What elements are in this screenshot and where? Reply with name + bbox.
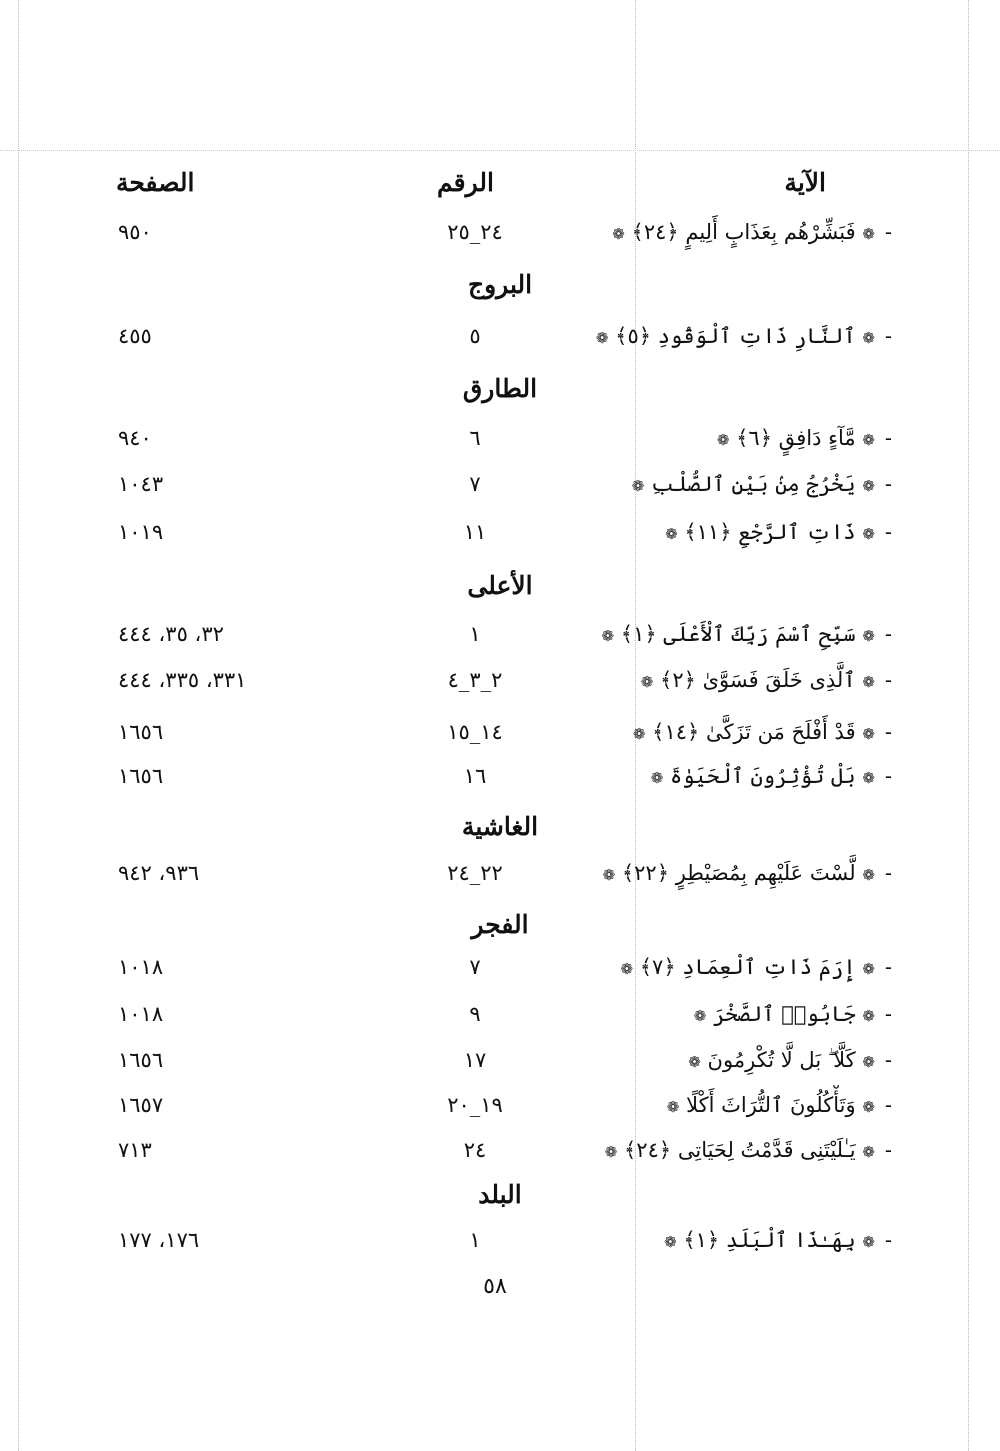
dash-marker: -	[884, 668, 892, 692]
dash-marker: -	[884, 1093, 892, 1117]
ornate-bracket-close-icon: ❁	[601, 627, 615, 645]
header-page: الصفحة	[116, 168, 195, 197]
ayah-text: يَخْرُجُ مِنۢ بَيْنِ ٱلصُّلْبِ	[651, 472, 856, 496]
page-reference: ١٦٥٧	[118, 1093, 164, 1117]
page-reference: ١٦٥٦	[118, 764, 164, 788]
ornate-bracket-close-icon: ❁	[602, 866, 616, 884]
surah-heading-15: الفجر	[471, 910, 529, 939]
surah-heading-4: الطارق	[462, 374, 538, 403]
ornate-bracket-close-icon: ❁	[716, 431, 730, 449]
dash-marker: -	[884, 1048, 892, 1072]
verse-number: ١	[469, 622, 481, 646]
verse-number: ٦	[469, 426, 481, 450]
dash-marker: -	[884, 622, 892, 646]
page-reference: ٤٥٥	[118, 324, 152, 348]
verse-number: ١٧	[463, 1048, 487, 1072]
verse-number: ٩	[469, 1002, 481, 1026]
page-reference: ١٦٥٦	[118, 720, 164, 744]
ayah-text: بِهَـٰذَا ٱلْبَلَدِ ﴿١﴾	[683, 1228, 856, 1252]
dash-marker: -	[884, 1138, 892, 1162]
page-reference: ١٧٦، ١٧٧	[118, 1228, 200, 1252]
ayah-text: قَدْ أَفْلَحَ مَن تَزَكَّىٰ ﴿١٤﴾	[652, 720, 856, 744]
ornate-bracket-close-icon: ❁	[631, 477, 645, 495]
ornate-bracket-close-icon: ❁	[693, 1007, 707, 1025]
ayah-text: ٱلَّذِى خَلَقَ فَسَوَّىٰ ﴿٢﴾	[660, 668, 856, 692]
ornate-bracket-open-icon: ❁	[862, 725, 875, 743]
ayah-text: سَبِّحِ ٱسْمَ رَبِّكَ ٱلْأَعْلَى ﴿١﴾	[620, 622, 856, 646]
ornate-bracket-open-icon: ❁	[862, 866, 875, 884]
ornate-bracket-open-icon: ❁	[862, 1143, 875, 1161]
dash-marker: -	[884, 720, 892, 744]
verse-number: ٢_٣_٤	[447, 668, 503, 692]
verse-number: ١١	[463, 520, 487, 544]
ornate-bracket-open-icon: ❁	[862, 1007, 875, 1025]
table-row	[0, 853, 1000, 893]
page-reference: ٩٣٦، ٩٤٢	[118, 861, 200, 885]
table-row	[0, 947, 1000, 987]
table-row	[0, 418, 1000, 458]
ornate-bracket-close-icon: ❁	[666, 1098, 680, 1116]
page-reference: ١٠١٨	[118, 955, 164, 979]
ornate-bracket-close-icon: ❁	[632, 725, 646, 743]
page-reference: ٣٢، ٣٥، ٤٤٤	[118, 622, 224, 646]
ayah-text: يَـٰلَيْتَنِى قَدَّمْتُ لِحَيَاتِى ﴿٢٤﴾	[623, 1138, 856, 1162]
ornate-bracket-open-icon: ❁	[862, 1233, 875, 1251]
table-row	[0, 756, 1000, 796]
header-number: الرقم	[437, 168, 494, 197]
surah-heading-8: الأعلى	[467, 571, 533, 600]
ornate-bracket-close-icon: ❁	[664, 1233, 677, 1251]
dash-marker: -	[884, 861, 892, 885]
verse-number: ١	[469, 1228, 481, 1252]
ayah-text: ٱلنَّارِ ذَاتِ ٱلْوَقُودِ ﴿٥﴾	[615, 324, 856, 348]
ornate-bracket-open-icon: ❁	[862, 431, 875, 449]
verse-number: ١٦	[463, 764, 487, 788]
header-ayah: الآية	[784, 168, 826, 197]
surah-heading-13: الغاشية	[461, 812, 539, 841]
dash-marker: -	[884, 472, 892, 496]
table-row	[0, 464, 1000, 504]
ornate-bracket-open-icon: ❁	[862, 627, 875, 645]
page-reference: ٧١٣	[118, 1138, 152, 1162]
ornate-bracket-open-icon: ❁	[862, 1098, 875, 1116]
verse-number: ٧	[469, 955, 481, 979]
ayah-text: ذَاتِ ٱلرَّجْعِ ﴿١١﴾	[684, 520, 856, 544]
table-row	[0, 1220, 1000, 1260]
ayah-text: مَّآءٍ دَافِقٍ ﴿٦﴾	[736, 426, 856, 450]
ornate-bracket-close-icon: ❁	[688, 1053, 701, 1071]
ayah-text: فَبَشِّرْهُم بِعَذَابٍ أَلِيمٍ ﴿٢٤﴾	[631, 220, 856, 244]
verse-number: ١٩_٢٠	[447, 1093, 503, 1117]
page-reference: ١٠١٨	[118, 1002, 164, 1026]
page-reference: ٩٥٠	[118, 220, 152, 244]
page-reference: ١٦٥٦	[118, 1048, 164, 1072]
verse-number: ١٤_١٥	[447, 720, 503, 744]
dash-marker: -	[884, 1228, 892, 1252]
verse-number: ٢٤	[463, 1138, 487, 1162]
page-reference: ١٠١٩	[118, 520, 164, 544]
ornate-bracket-open-icon: ❁	[862, 960, 875, 978]
surah-heading-2: البروج	[467, 270, 533, 299]
folio-number: ٥٨	[483, 1274, 507, 1299]
ayah-text: بَلْ تُؤْثِرُونَ ٱلْحَيَوٰةَ	[670, 764, 856, 788]
table-row	[0, 316, 1000, 356]
table-row	[0, 212, 1000, 252]
scan-guide-top	[0, 150, 1000, 151]
ornate-bracket-close-icon: ❁	[612, 225, 625, 243]
page-reference: ٣٣١، ٣٣٥، ٤٤٤	[118, 668, 247, 692]
ornate-bracket-open-icon: ❁	[862, 225, 875, 243]
verse-number: ٥	[469, 324, 481, 348]
ornate-bracket-open-icon: ❁	[862, 673, 875, 691]
table-row	[0, 1130, 1000, 1170]
ornate-bracket-open-icon: ❁	[862, 477, 875, 495]
ornate-bracket-close-icon: ❁	[640, 673, 654, 691]
dash-marker: -	[884, 1002, 892, 1026]
ornate-bracket-open-icon: ❁	[862, 1053, 875, 1071]
table-row	[0, 712, 1000, 752]
ayah-text: جَابُوا۟ ٱلصَّخْرَ	[713, 1002, 856, 1026]
table-row	[0, 1040, 1000, 1080]
dash-marker: -	[884, 426, 892, 450]
page-reference: ٩٤٠	[118, 426, 152, 450]
table-row	[0, 994, 1000, 1034]
ayah-text: إِرَمَ ذَاتِ ٱلْعِمَادِ ﴿٧﴾	[639, 955, 856, 979]
dash-marker: -	[884, 220, 892, 244]
ornate-bracket-close-icon: ❁	[650, 769, 664, 787]
ayah-text: وَتَأْكُلُونَ ٱلتُّرَاثَ أَكْلًا	[686, 1093, 856, 1117]
verse-number: ٢٤_٢٥	[447, 220, 503, 244]
verse-number: ٢٢_٢٤	[447, 861, 503, 885]
surah-heading-21: البلد	[478, 1180, 522, 1209]
table-row	[0, 614, 1000, 654]
dash-marker: -	[884, 955, 892, 979]
dash-marker: -	[884, 764, 892, 788]
ayah-text: كَلَّا ۖ بَل لَّا تُكْرِمُونَ	[707, 1048, 856, 1072]
table-row	[0, 512, 1000, 552]
ornate-bracket-close-icon: ❁	[620, 960, 634, 978]
ornate-bracket-close-icon: ❁	[595, 329, 609, 347]
table-row	[0, 1085, 1000, 1125]
ornate-bracket-close-icon: ❁	[665, 525, 678, 543]
ornate-bracket-close-icon: ❁	[604, 1143, 618, 1161]
ornate-bracket-open-icon: ❁	[862, 329, 875, 347]
dash-marker: -	[884, 520, 892, 544]
ornate-bracket-open-icon: ❁	[862, 525, 875, 543]
ayah-text: لَّسْتَ عَلَيْهِم بِمُصَيْطِرٍ ﴿٢٢﴾	[621, 861, 856, 885]
page-reference: ١٠٤٣	[118, 472, 164, 496]
dash-marker: -	[884, 324, 892, 348]
verse-number: ٧	[469, 472, 481, 496]
table-row	[0, 660, 1000, 700]
ornate-bracket-open-icon: ❁	[862, 769, 875, 787]
